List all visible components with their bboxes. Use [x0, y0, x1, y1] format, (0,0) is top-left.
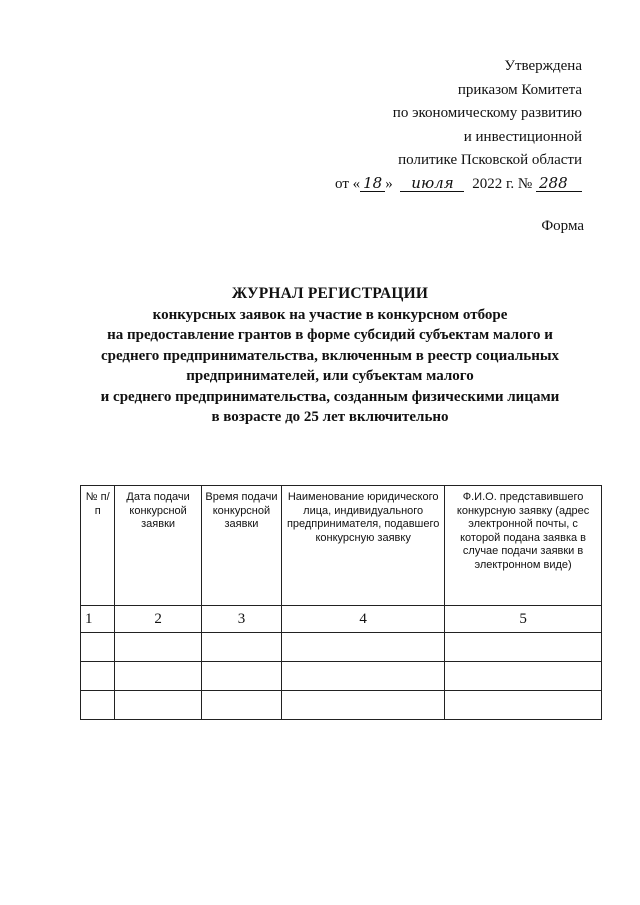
table-cell [201, 691, 281, 720]
registration-table [80, 485, 602, 720]
table-cell [445, 691, 602, 720]
table-cell [201, 662, 281, 691]
title-line-1: конкурсных заявок на участие в конкурсном отборе [152, 306, 508, 323]
header-number: № п/п [81, 486, 115, 606]
form-label: Форма [541, 218, 584, 234]
title-line-5: и среднего предпринимательства, созданным физическими лицами [100, 388, 560, 405]
column-number-2: 2 [115, 606, 201, 633]
table-row [81, 691, 602, 720]
column-number-1: 1 [81, 606, 115, 633]
column-number-5: 5 [445, 606, 602, 633]
document-title [60, 284, 600, 428]
title-line-6: в возрасте до 25 лет включительно [211, 409, 449, 425]
date-year: 2022 г. № [472, 175, 533, 192]
date-close: » [385, 175, 393, 192]
approval-line-3: по экономическому развитию [392, 105, 582, 121]
table-cell [201, 633, 281, 662]
header-applicant-name: Наименование юридического лица, индивидуального предпринимателя, подавшего конкурсную заявку [282, 486, 445, 606]
approval-line-5: политике Псковской области [398, 152, 582, 168]
column-number-3: 3 [201, 606, 281, 633]
table-cell [115, 633, 201, 662]
approval-line-2: приказом Комитета [457, 81, 582, 98]
table-cell [282, 662, 445, 691]
title-main: ЖУРНАЛ РЕГИСТРАЦИИ [231, 285, 429, 302]
approval-date-line [335, 173, 582, 197]
table-cell [81, 662, 115, 691]
table-cell [445, 633, 602, 662]
header-date: Дата подачи конкурсной заявки [115, 486, 201, 606]
table-row [81, 662, 602, 691]
title-line-3: среднего предпринимательства, включенным в реестр социальных [100, 347, 560, 364]
approval-block [335, 55, 582, 196]
table-row [81, 633, 602, 662]
table-cell [445, 662, 602, 691]
date-day: 18 [360, 175, 385, 192]
table-cell [81, 633, 115, 662]
approval-line-1: Утверждена [504, 58, 582, 74]
column-number-4: 4 [282, 606, 445, 633]
table-header-row [81, 486, 602, 606]
header-time: Время подачи конкурсной заявки [201, 486, 281, 606]
title-line-2: на предоставление грантов в форме субсидий субъектам малого и [107, 327, 553, 343]
table-number-row [81, 606, 602, 633]
table-cell [282, 691, 445, 720]
table-cell [115, 691, 201, 720]
date-month: июля [400, 175, 464, 192]
table-cell [282, 633, 445, 662]
table-cell [81, 691, 115, 720]
order-number: 288 [536, 175, 582, 192]
approval-line-4: и инвестиционной [463, 128, 582, 145]
table-cell [115, 662, 201, 691]
title-line-4: предпринимателей, или субъектам малого [186, 368, 474, 384]
header-submitter: Ф.И.О. представившего конкурсную заявку (адрес электронной почты, с которой подана заявка в случае подачи заявки в электронном виде) [445, 486, 602, 606]
date-prefix: от « [335, 175, 361, 192]
